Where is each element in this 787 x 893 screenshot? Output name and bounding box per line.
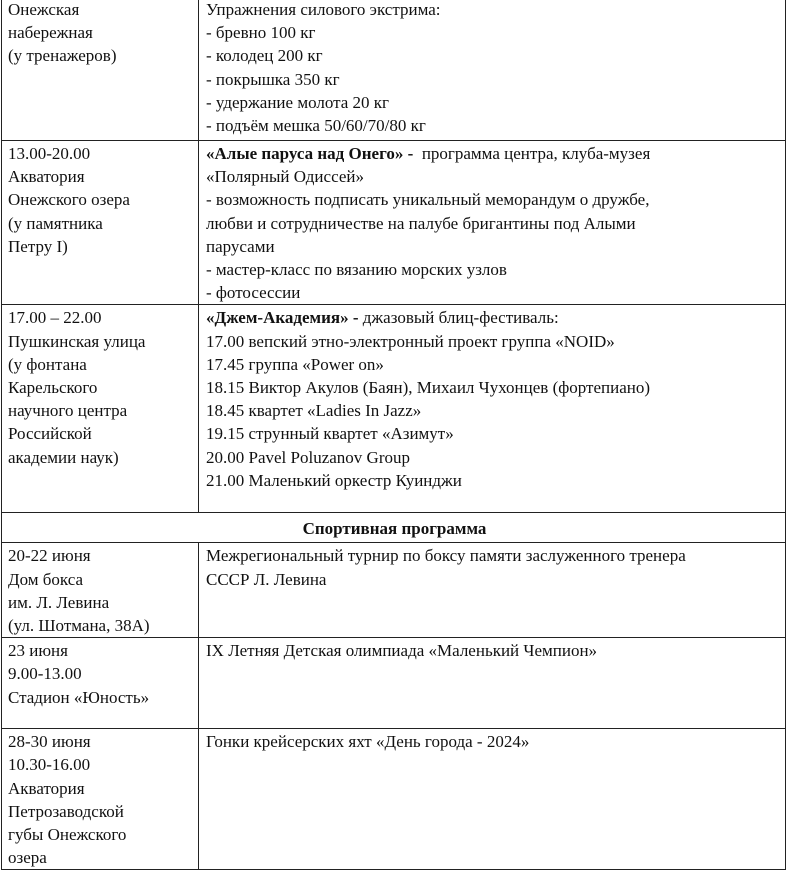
cell-line: Петрозаводской — [8, 801, 124, 821]
cell-line: любви и сотрудничестве на палубе бригантины под Алыми — [206, 213, 636, 233]
cell-line: - колодец 200 кг — [206, 46, 323, 66]
location-cell — [2, 729, 199, 870]
cell-line: СССР Л. Левина — [206, 569, 327, 589]
cell-line: 21.00 Маленький оркестр Куинджи — [206, 470, 462, 490]
cell-line: - покрышка 350 кг — [206, 69, 340, 89]
cell-line: Онежского озера — [8, 190, 130, 210]
cell-line: губы Онежского — [8, 825, 127, 845]
cell-line: набережная — [8, 23, 93, 43]
cell-line: - бревно 100 кг — [206, 23, 316, 43]
cell-line: - фотосессии — [206, 283, 301, 303]
cell-line: 23 июня — [8, 641, 68, 661]
cell-line: - возможность подписать уникальный меморандум о дружбе, — [206, 190, 650, 210]
cell-line: (ул. Шотмана, 38А) — [8, 616, 150, 636]
table-row — [2, 543, 786, 638]
cell-line: (у тренажеров) — [8, 46, 117, 66]
cell-line: Стадион «Юность» — [8, 687, 150, 707]
cell-line: Онежская — [8, 0, 80, 19]
cell-line: (у фонтана — [8, 354, 87, 374]
schedule-table — [1, 0, 786, 870]
table-row — [2, 0, 786, 141]
cell-line: 9.00-13.00 — [8, 664, 82, 684]
location-cell — [2, 638, 199, 729]
section-row — [2, 513, 786, 543]
cell-line: - мастер-класс по вязанию морских узлов — [206, 260, 507, 280]
table-row — [2, 141, 786, 305]
cell-line: парусами — [206, 236, 275, 256]
table-row — [2, 638, 786, 729]
event-cell — [199, 543, 786, 638]
cell-line: 17.45 группа «Power on» — [206, 354, 384, 374]
cell-line: научного центра — [8, 401, 128, 421]
event-cell — [199, 729, 786, 870]
location-cell — [2, 141, 199, 305]
cell-line: Дом бокса — [8, 569, 84, 589]
event-cell — [199, 638, 786, 729]
cell-line: 28-30 июня — [8, 732, 91, 752]
location-cell — [2, 0, 199, 141]
cell-line: Петру I) — [8, 236, 68, 256]
cell-line: Акватория — [8, 167, 85, 187]
cell-line: Пушкинская улица — [8, 331, 146, 351]
event-title: «Алые паруса над Онего» - — [206, 144, 414, 163]
cell-line: Межрегиональный турнир по боксу памяти заслуженного тренера — [206, 546, 686, 566]
cell-line: Карельского — [8, 378, 98, 398]
cell-line: - подъём мешка 50/60/70/80 кг — [206, 116, 426, 136]
cell-line: академии наук) — [8, 447, 119, 467]
event-title: «Джем-Академия» - — [206, 308, 359, 328]
cell-line: 18.15 Виктор Акулов (Баян), Михаил Чухонцев (фортепиано) — [206, 378, 650, 398]
event-cell — [199, 141, 786, 305]
event-title-line — [206, 142, 781, 165]
cell-line: Гонки крейсерских яхт «День города - 2024» — [206, 732, 530, 752]
cell-line: «Полярный Одиссей» — [206, 167, 364, 187]
cell-line: им. Л. Левина — [8, 592, 110, 612]
location-cell — [2, 305, 199, 513]
section-title: Спортивная программа — [2, 513, 786, 543]
table-row — [2, 729, 786, 870]
cell-line: озера — [8, 848, 47, 868]
cell-line: (у памятника — [8, 213, 103, 233]
event-title-line — [206, 306, 781, 329]
cell-line: 20-22 июня — [8, 546, 91, 566]
table-row — [2, 305, 786, 513]
cell-line: 17.00 вепский этно-электронный проект группа «NOID» — [206, 331, 615, 351]
cell-line: Упражнения силового экстрима: — [206, 0, 441, 19]
cell-line: IX Летняя Детская олимпиада «Маленький Чемпион» — [206, 641, 598, 661]
cell-line: 18.45 квартет «Ladies In Jazz» — [206, 401, 422, 421]
event-title-rest: джазовый блиц-фестиваль: — [358, 308, 559, 328]
cell-line: Акватория — [8, 778, 85, 798]
cell-line: 20.00 Pavel Poluzanov Group — [206, 447, 410, 467]
cell-line: 13.00-20.00 — [8, 144, 91, 163]
cell-line: 10.30-16.00 — [8, 755, 91, 775]
event-title-rest: программа центра, клуба-музея — [413, 144, 651, 163]
event-cell — [199, 0, 786, 141]
cell-line: Российской — [8, 424, 92, 444]
cell-line: 17.00 – 22.00 — [8, 308, 102, 328]
cell-line: - удержание молота 20 кг — [206, 92, 390, 112]
event-cell — [199, 305, 786, 513]
location-cell — [2, 543, 199, 638]
cell-line: 19.15 струнный квартет «Азимут» — [206, 424, 454, 444]
